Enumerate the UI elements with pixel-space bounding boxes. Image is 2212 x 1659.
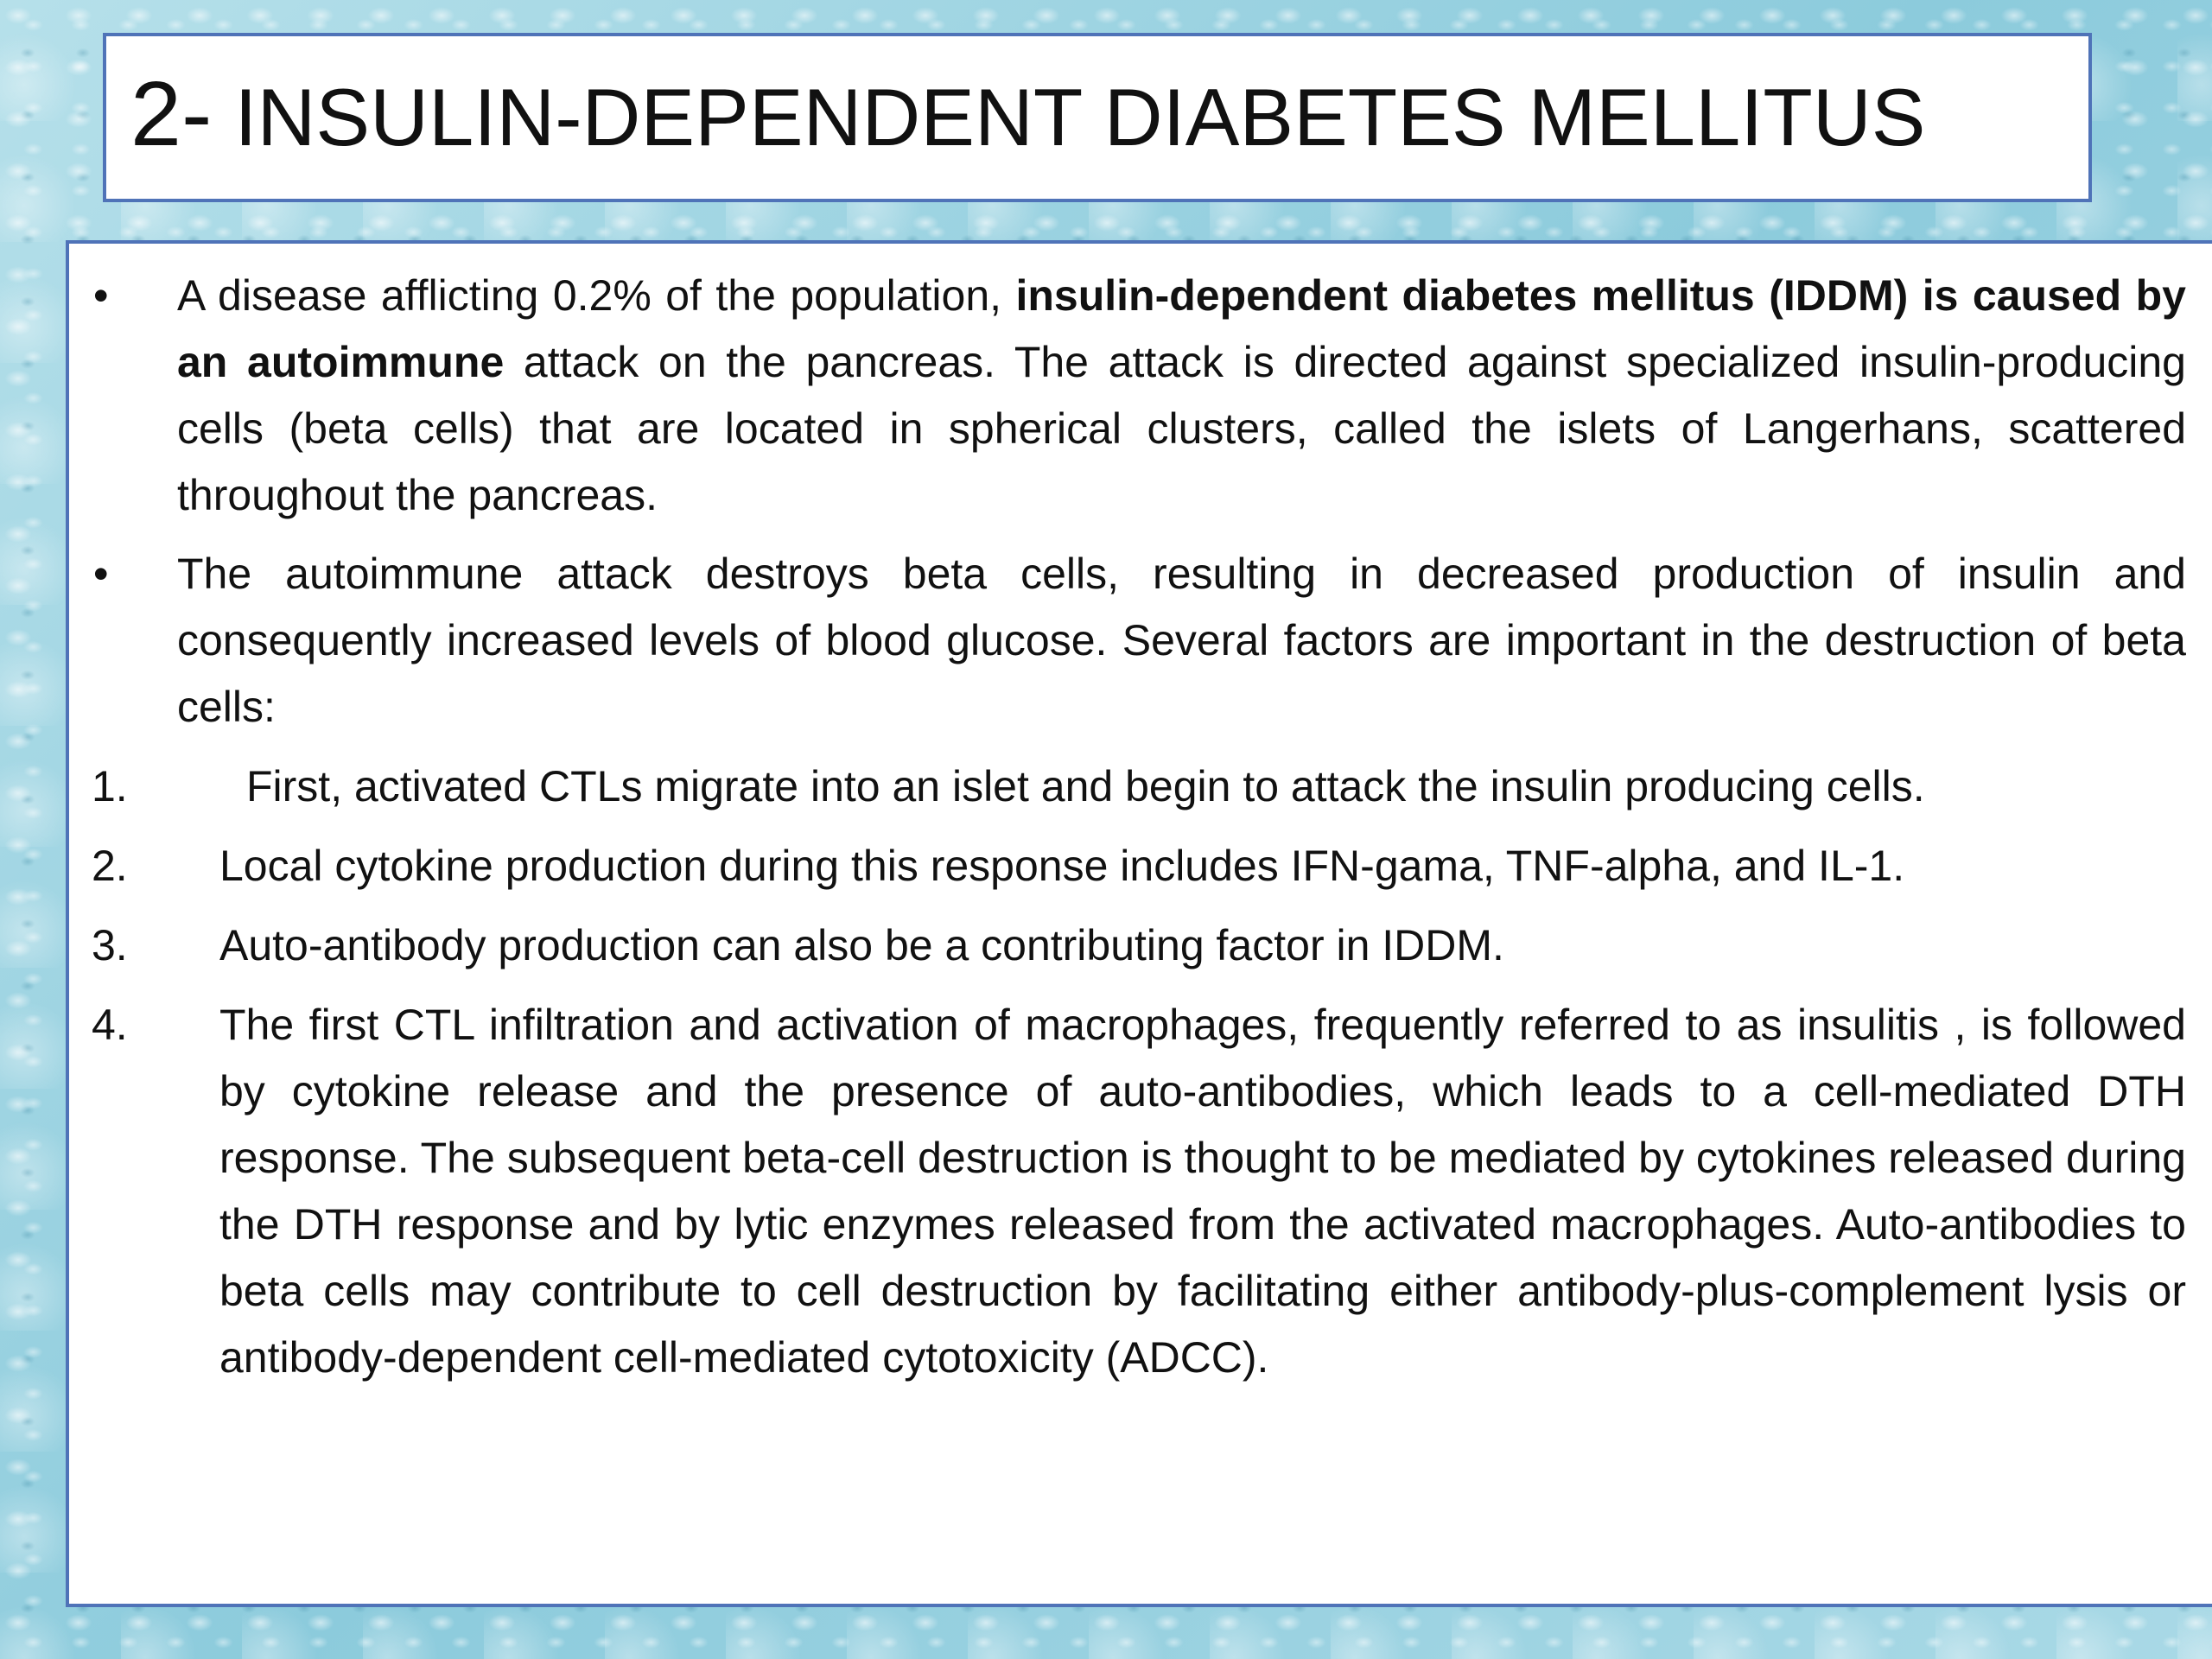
bullet-text-2: The autoimmune attack destroys beta cells, resulting in decreased production of insulin and consequently increased levels of blood glucose. Several factors are important in the destruction of beta cells: [177, 550, 2186, 731]
number-marker: 3. [92, 921, 128, 969]
number-marker: 2. [92, 842, 128, 890]
number-marker: 4. [92, 1001, 128, 1049]
bullet-text-1-bold: insulin-dependent diabetes mellitus (IDDM) is caused by an autoimmune [177, 271, 2186, 386]
numbered-text-2: Local cytokine production during this response includes IFN-gama, TNF-alpha, and IL-1. [219, 842, 1905, 890]
title-box [103, 33, 2092, 202]
title-number: 2- [130, 63, 213, 165]
bullet-text-1-part-2: attack on the pancreas. The attack is directed against specialized insulin-producing cells (beta cells) that are located in spherical clusters, called the islets of Langerhans, scattered throughout the pancreas. [177, 338, 2186, 519]
numbered-text-1: First, activated CTLs migrate into an islet and begin to attack the insulin producing cells. [246, 762, 1925, 810]
bullet-marker: • [93, 271, 109, 320]
title-label: INSULIN-DEPENDENT DIABETES MELLITUS [212, 72, 1926, 162]
content-box [66, 240, 2212, 1607]
bullet-text-1 [177, 263, 2186, 529]
numbered-text-3: Auto-antibody production can also be a contributing factor in IDDM. [219, 921, 1504, 969]
number-marker: 1. [92, 762, 128, 810]
bullet-text-1-part-1: A disease afflicting 0.2% of the population, [177, 271, 1016, 320]
numbered-text-4: The first CTL infiltration and activation of macrophages, frequently referred to as insulitis , is followed by cytokine release and the presence of auto-antibodies, which leads to a cell-mediated DTH response. The subsequent beta-cell destruction is thought to be mediated by cytokines released during the DTH response and by lytic enzymes released from the activated macrophages. Auto-antibodies to beta cells may contribute to cell destruction by facilitating either antibody-plus-complement lysis or antibody-dependent cell-mediated cytotoxicity (ADCC). [219, 1001, 2186, 1382]
slide-title [130, 64, 1925, 168]
bullet-marker: • [93, 550, 109, 598]
